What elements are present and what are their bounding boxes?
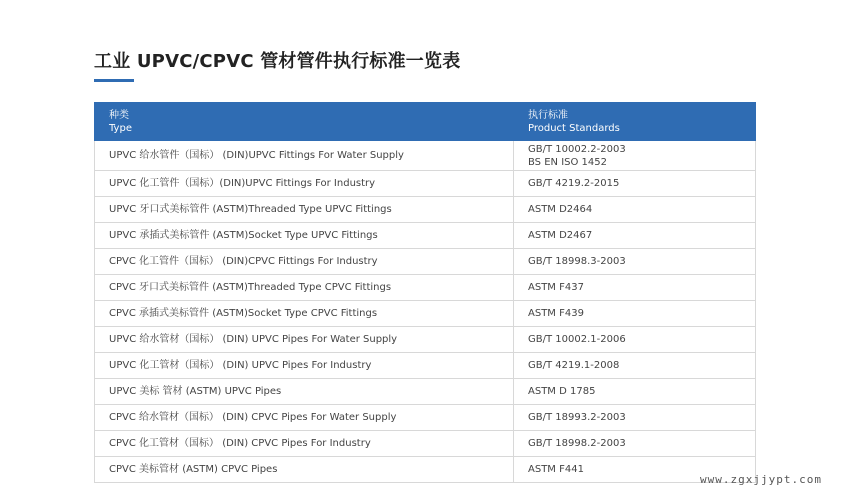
cell-type: UPVC 化工管件（国标）(DIN)UPVC Fittings For Industry bbox=[95, 171, 514, 197]
table-row bbox=[95, 457, 756, 483]
table-row bbox=[95, 171, 756, 197]
standard-code: GB/T 4219.1-2008 bbox=[528, 360, 620, 371]
cell-standard bbox=[514, 327, 756, 353]
table-row bbox=[95, 405, 756, 431]
table-row bbox=[95, 141, 756, 171]
standard-code: BS EN ISO 1452 bbox=[528, 156, 607, 168]
header-standard bbox=[514, 103, 756, 141]
cell-standard bbox=[514, 405, 756, 431]
cell-type: CPVC 化工管材（国标） (DIN) CPVC Pipes For Industry bbox=[95, 431, 514, 457]
table-row bbox=[95, 249, 756, 275]
cell-standard bbox=[514, 249, 756, 275]
header-type-en: Type bbox=[109, 122, 132, 134]
cell-standard bbox=[514, 379, 756, 405]
header-standard-cn: 执行标准 bbox=[528, 109, 568, 121]
standard-code: GB/T 18998.3-2003 bbox=[528, 256, 626, 267]
cell-type: UPVC 化工管材（国标） (DIN) UPVC Pipes For Industry bbox=[95, 353, 514, 379]
standard-code: ASTM D2467 bbox=[528, 230, 593, 241]
standard-code: ASTM F441 bbox=[528, 464, 584, 475]
standard-code: ASTM D2464 bbox=[528, 204, 593, 215]
table-row bbox=[95, 379, 756, 405]
cell-type: UPVC 美标 管材 (ASTM) UPVC Pipes bbox=[95, 379, 514, 405]
cell-type: CPVC 给水管材（国标） (DIN) CPVC Pipes For Water Supply bbox=[95, 405, 514, 431]
table-row bbox=[95, 431, 756, 457]
table-row bbox=[95, 275, 756, 301]
cell-type: CPVC 牙口式美标管件 (ASTM)Threaded Type CPVC Fittings bbox=[95, 275, 514, 301]
header-type-cn: 种类 bbox=[109, 109, 129, 121]
cell-standard bbox=[514, 171, 756, 197]
table-row bbox=[95, 353, 756, 379]
standard-code: ASTM D 1785 bbox=[528, 386, 596, 397]
cell-standard bbox=[514, 197, 756, 223]
cell-standard bbox=[514, 275, 756, 301]
cell-standard bbox=[514, 301, 756, 327]
standard-code: ASTM F439 bbox=[528, 308, 584, 319]
table-body bbox=[95, 141, 756, 483]
header-type bbox=[95, 103, 514, 141]
site-watermark: www.zgxjjypt.com bbox=[700, 473, 822, 486]
standard-code: GB/T 10002.1-2006 bbox=[528, 334, 626, 345]
table-row bbox=[95, 223, 756, 249]
standard-code: GB/T 18993.2-2003 bbox=[528, 412, 626, 423]
page-title: 工业 UPVC/CPVC 管材管件执行标准一览表 bbox=[94, 51, 461, 72]
standards-table bbox=[94, 102, 756, 483]
cell-type: UPVC 给水管材（国标） (DIN) UPVC Pipes For Water Supply bbox=[95, 327, 514, 353]
cell-type: UPVC 给水管件（国标） (DIN)UPVC Fittings For Water Supply bbox=[95, 141, 514, 171]
standard-code: GB/T 4219.2-2015 bbox=[528, 178, 620, 189]
standard-code: GB/T 18998.2-2003 bbox=[528, 438, 626, 449]
title-underline bbox=[94, 79, 134, 82]
cell-standard bbox=[514, 353, 756, 379]
standard-code: GB/T 10002.2-2003 bbox=[528, 143, 626, 155]
table-row bbox=[95, 301, 756, 327]
cell-type: CPVC 承插式美标管件 (ASTM)Socket Type CPVC Fittings bbox=[95, 301, 514, 327]
cell-standard bbox=[514, 431, 756, 457]
cell-type: UPVC 牙口式美标管件 (ASTM)Threaded Type UPVC Fittings bbox=[95, 197, 514, 223]
cell-type: CPVC 化工管件（国标） (DIN)CPVC Fittings For Industry bbox=[95, 249, 514, 275]
cell-type: UPVC 承插式美标管件 (ASTM)Socket Type UPVC Fittings bbox=[95, 223, 514, 249]
header-standard-en: Product Standards bbox=[528, 122, 620, 134]
table-row bbox=[95, 327, 756, 353]
standard-code: ASTM F437 bbox=[528, 282, 584, 293]
cell-type: CPVC 美标管材 (ASTM) CPVC Pipes bbox=[95, 457, 514, 483]
cell-standard bbox=[514, 141, 756, 171]
table-header-row bbox=[95, 103, 756, 141]
table-row bbox=[95, 197, 756, 223]
cell-standard bbox=[514, 223, 756, 249]
